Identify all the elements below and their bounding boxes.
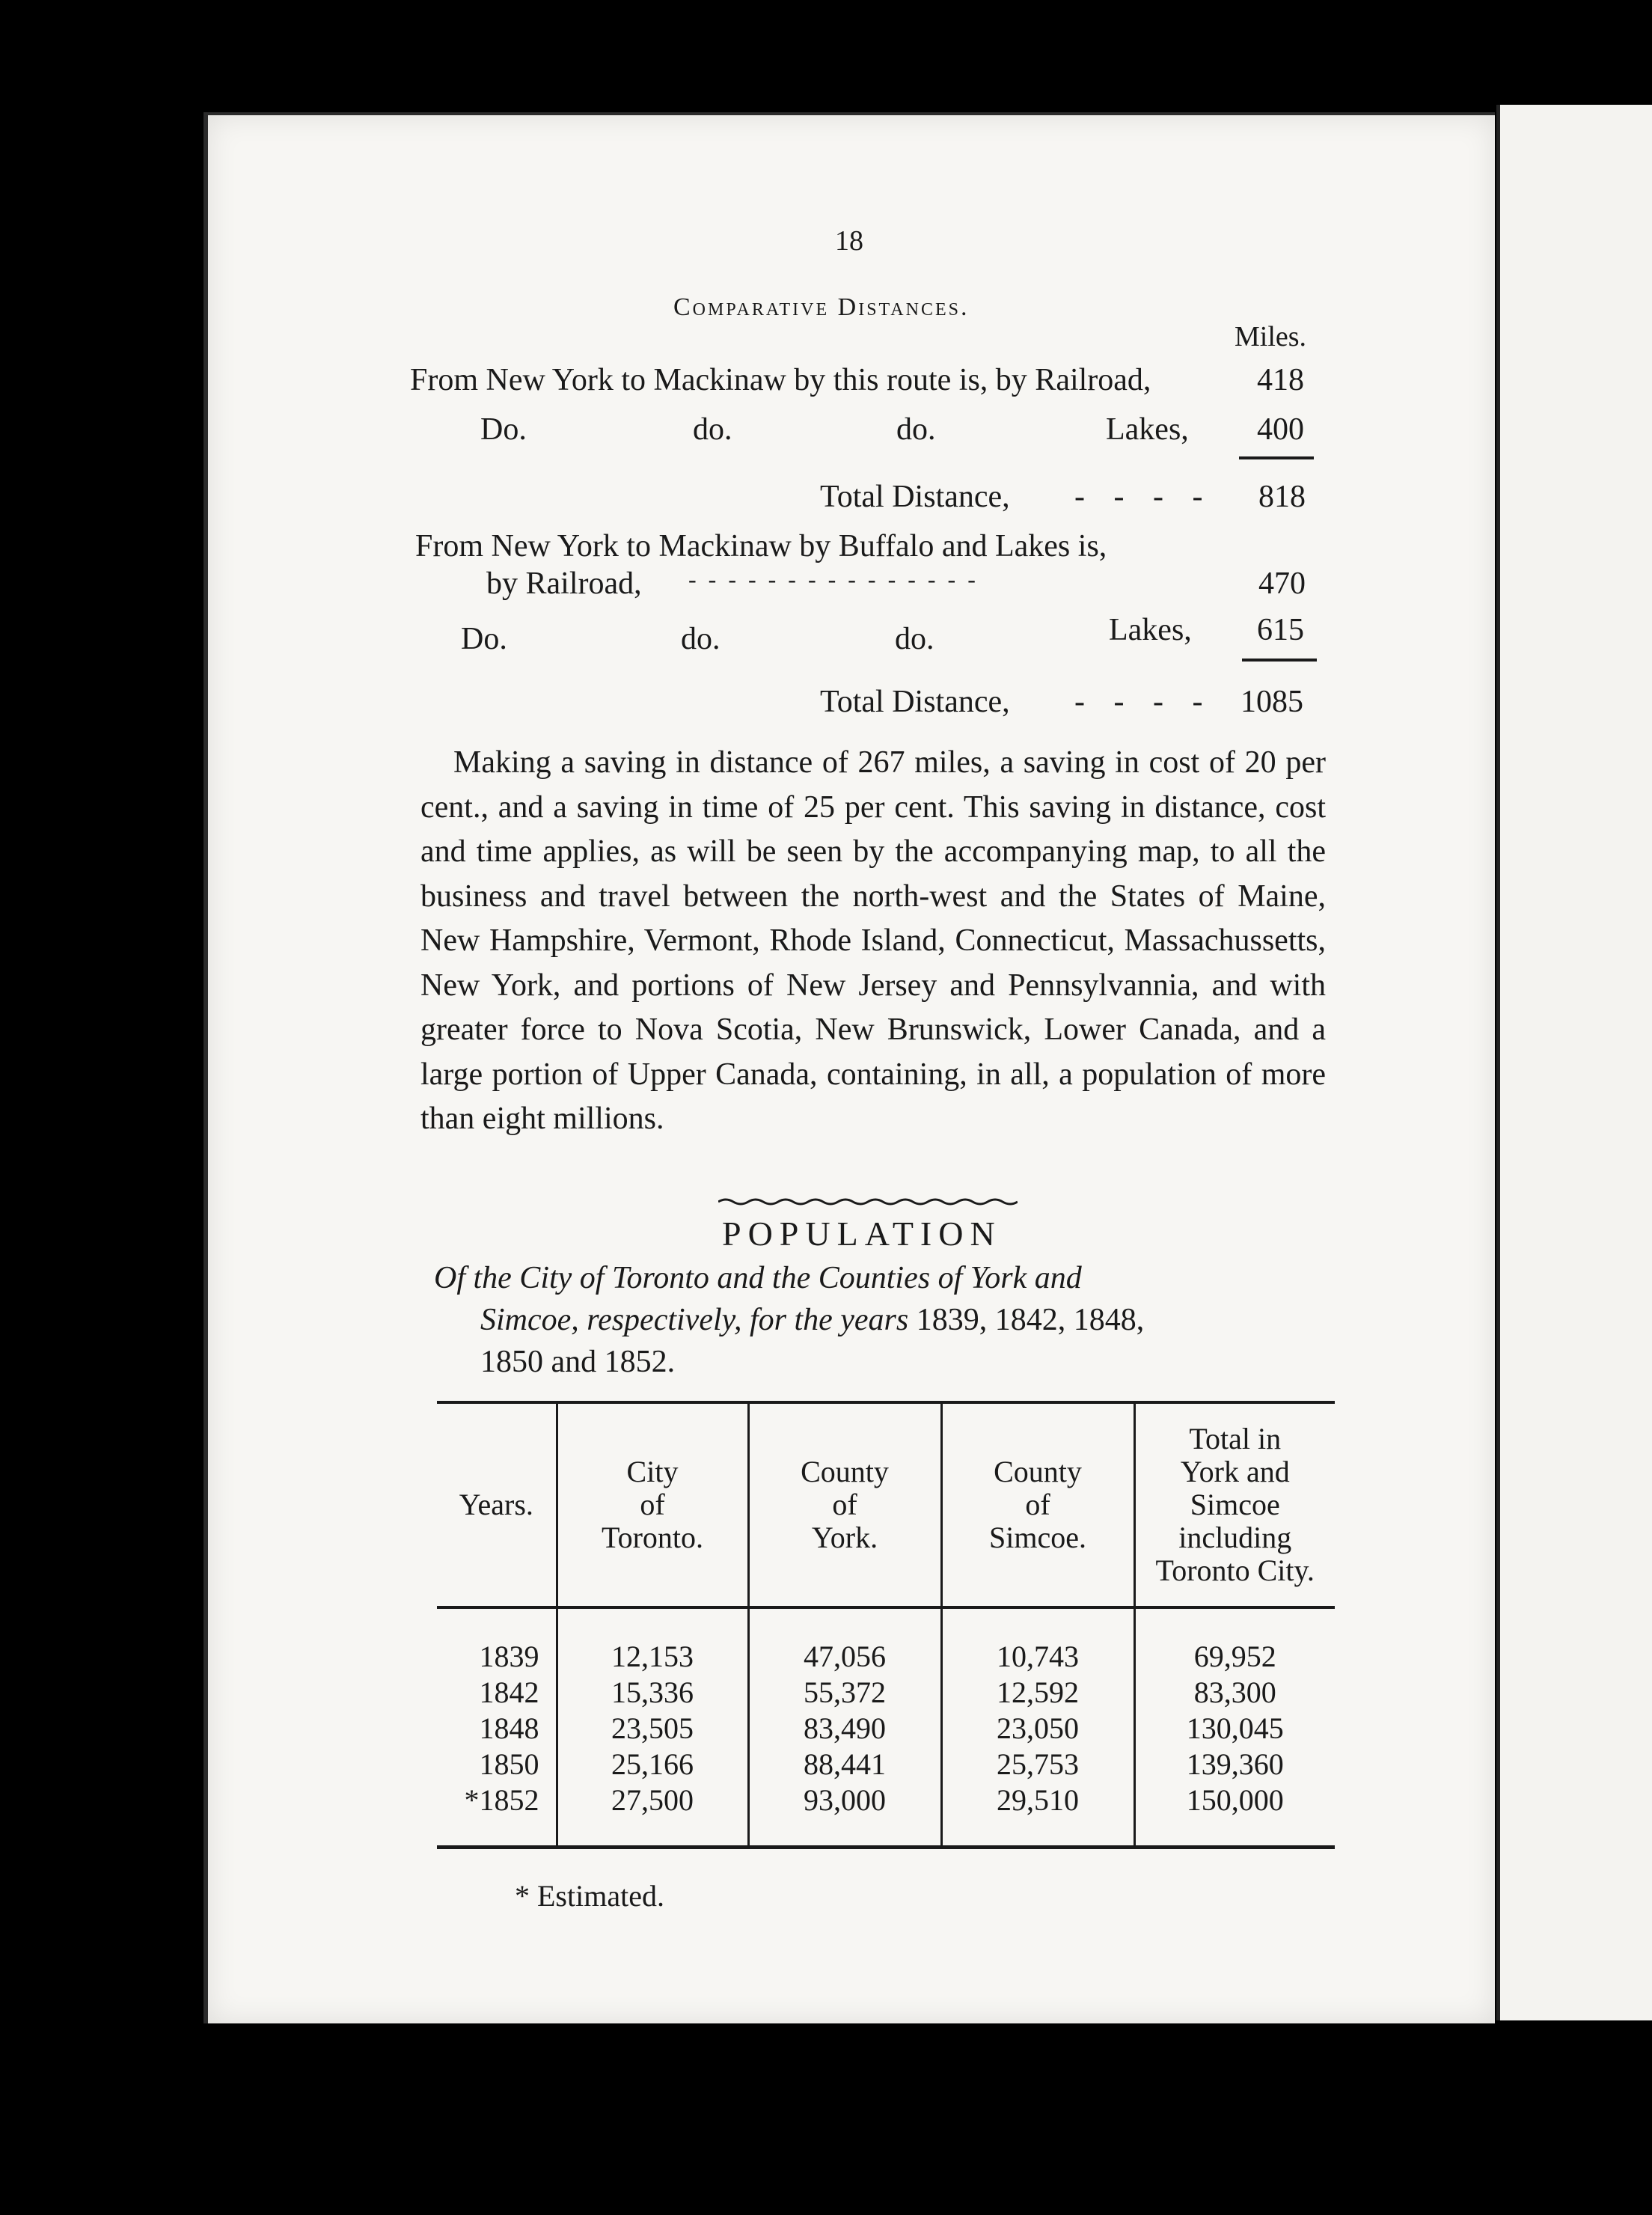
table-cell: 55,372 [804, 1675, 886, 1709]
table-cell: 1848 [479, 1711, 539, 1745]
population-subtitle [434, 1257, 1332, 1383]
column-header-2: County of York. [748, 1402, 941, 1607]
table-cell: 23,505 [611, 1711, 694, 1745]
header-row [437, 1402, 1335, 1607]
table-cell: 27,500 [611, 1783, 694, 1817]
population-subtitle-years-2: 1850 and 1852. [480, 1345, 676, 1379]
table-cell: 15,336 [611, 1675, 694, 1709]
table-cell: 47,056 [804, 1640, 886, 1673]
route2-ditto-label: Do. [461, 622, 507, 656]
column-header-1: City of Toronto. [557, 1402, 748, 1607]
footnote: * Estimated. [515, 1879, 664, 1913]
column-0 [437, 1607, 557, 1848]
table-cell: 150,000 [1186, 1783, 1284, 1817]
route2-railroad-label: by Railroad, [486, 566, 642, 601]
population-subtitle-line2 [434, 1299, 1332, 1341]
population-table [437, 1401, 1335, 1849]
route1-ditto-label: Do. [480, 412, 527, 447]
column-header-3: County of Simcoe. [941, 1402, 1134, 1607]
distances-heading: Comparative Distances. [673, 293, 970, 321]
table-cell: 1850 [479, 1747, 539, 1781]
ornamental-divider [718, 1196, 1018, 1208]
route2-lakes-miles: 615 [1257, 613, 1304, 647]
route1-total-leader: - - - - [1074, 480, 1214, 514]
route2-ditto-2: do. [895, 622, 934, 656]
route2-total-label: Total Distance, [820, 685, 1010, 719]
column-header-0: Years. [437, 1402, 557, 1607]
route2-ditto-1: do. [681, 622, 721, 656]
adjacent-page-edge [1496, 105, 1652, 2020]
population-table-header [437, 1402, 1335, 1607]
table-cell: 69,952 [1193, 1640, 1276, 1673]
route1-lakes-miles: 400 [1257, 412, 1304, 447]
route2-total-miles: 1085 [1240, 685, 1303, 719]
population-table-body [437, 1607, 1335, 1848]
table-cell: 93,000 [804, 1783, 886, 1817]
route2-sum-rule [1242, 659, 1317, 662]
route1-railroad-miles: 418 [1257, 363, 1304, 397]
population-subtitle-italic-2: Simcoe, respectively, for the years [480, 1303, 909, 1337]
table-cell: 29,510 [997, 1783, 1079, 1817]
table-cell: 88,441 [804, 1747, 886, 1781]
table-cell: 130,045 [1186, 1711, 1284, 1745]
column-2 [748, 1607, 941, 1848]
route1-ditto-1: do. [693, 412, 732, 447]
route2-railroad-leader: - - - - - - - - - - - - - - - [688, 566, 979, 593]
route1-total-miles: 818 [1258, 480, 1306, 514]
route1-ditto-2: do. [896, 412, 936, 447]
table-cell: *1852 [464, 1783, 539, 1817]
route2-railroad-miles: 470 [1258, 566, 1306, 601]
column-4 [1134, 1607, 1335, 1848]
table-cell: 25,753 [997, 1747, 1079, 1781]
table-cell: 12,592 [997, 1675, 1079, 1709]
route2-total-leader: - - - - [1074, 685, 1214, 719]
route1-sum-rule [1239, 456, 1314, 459]
table-cell: 83,490 [804, 1711, 886, 1745]
population-subtitle-years-1: 1839, 1842, 1848, [916, 1303, 1145, 1337]
route2-intro-line: From New York to Mackinaw by Buffalo and Lakes is, [415, 529, 1107, 563]
route1-total-label: Total Distance, [820, 480, 1010, 514]
route1-lakes-label: Lakes, [1106, 412, 1189, 447]
table-cell: 139,360 [1186, 1747, 1284, 1781]
column-header-4: Total in York and Simcoe including Toronto City. [1134, 1402, 1335, 1607]
table-cell: 10,743 [997, 1640, 1079, 1673]
savings-paragraph: Making a saving in distance of 267 miles, a saving in cost of 20 per cent., and a saving in time of 25 per cent. This saving in distance, cost and time applies, as will be seen by the accompanying map, to all the business and travel between the north-west and the States of Maine, New Hampshire, Vermont, Rhode Island, Connecticut, Massachussetts, New York, and portions of New Jersey and Pennsylvannia, and with greater force to Nova Scotia, New Brunswick, Lower Canada, and a large portion of Upper Canada, containing, in all, a population of more than eight millions. [420, 745, 1326, 1136]
miles-column-header: Miles. [1235, 321, 1307, 352]
table-cell: 12,153 [611, 1640, 694, 1673]
route2-lakes-label: Lakes, [1109, 613, 1192, 647]
table-cell: 1839 [479, 1640, 539, 1673]
table-cell: 1842 [479, 1675, 539, 1709]
route1-railroad-line: From New York to Mackinaw by this route is, by Railroad, [410, 363, 1151, 397]
table-cell: 23,050 [997, 1711, 1079, 1745]
table-cell: 25,166 [611, 1747, 694, 1781]
population-title: POPULATION [722, 1215, 1002, 1253]
column-3 [941, 1607, 1134, 1848]
table-cell: 83,300 [1193, 1675, 1276, 1709]
page-number: 18 [835, 225, 863, 257]
column-1 [557, 1607, 748, 1848]
population-subtitle-line1: Of the City of Toronto and the Counties of York and [434, 1261, 1082, 1295]
data-block [437, 1607, 1335, 1848]
